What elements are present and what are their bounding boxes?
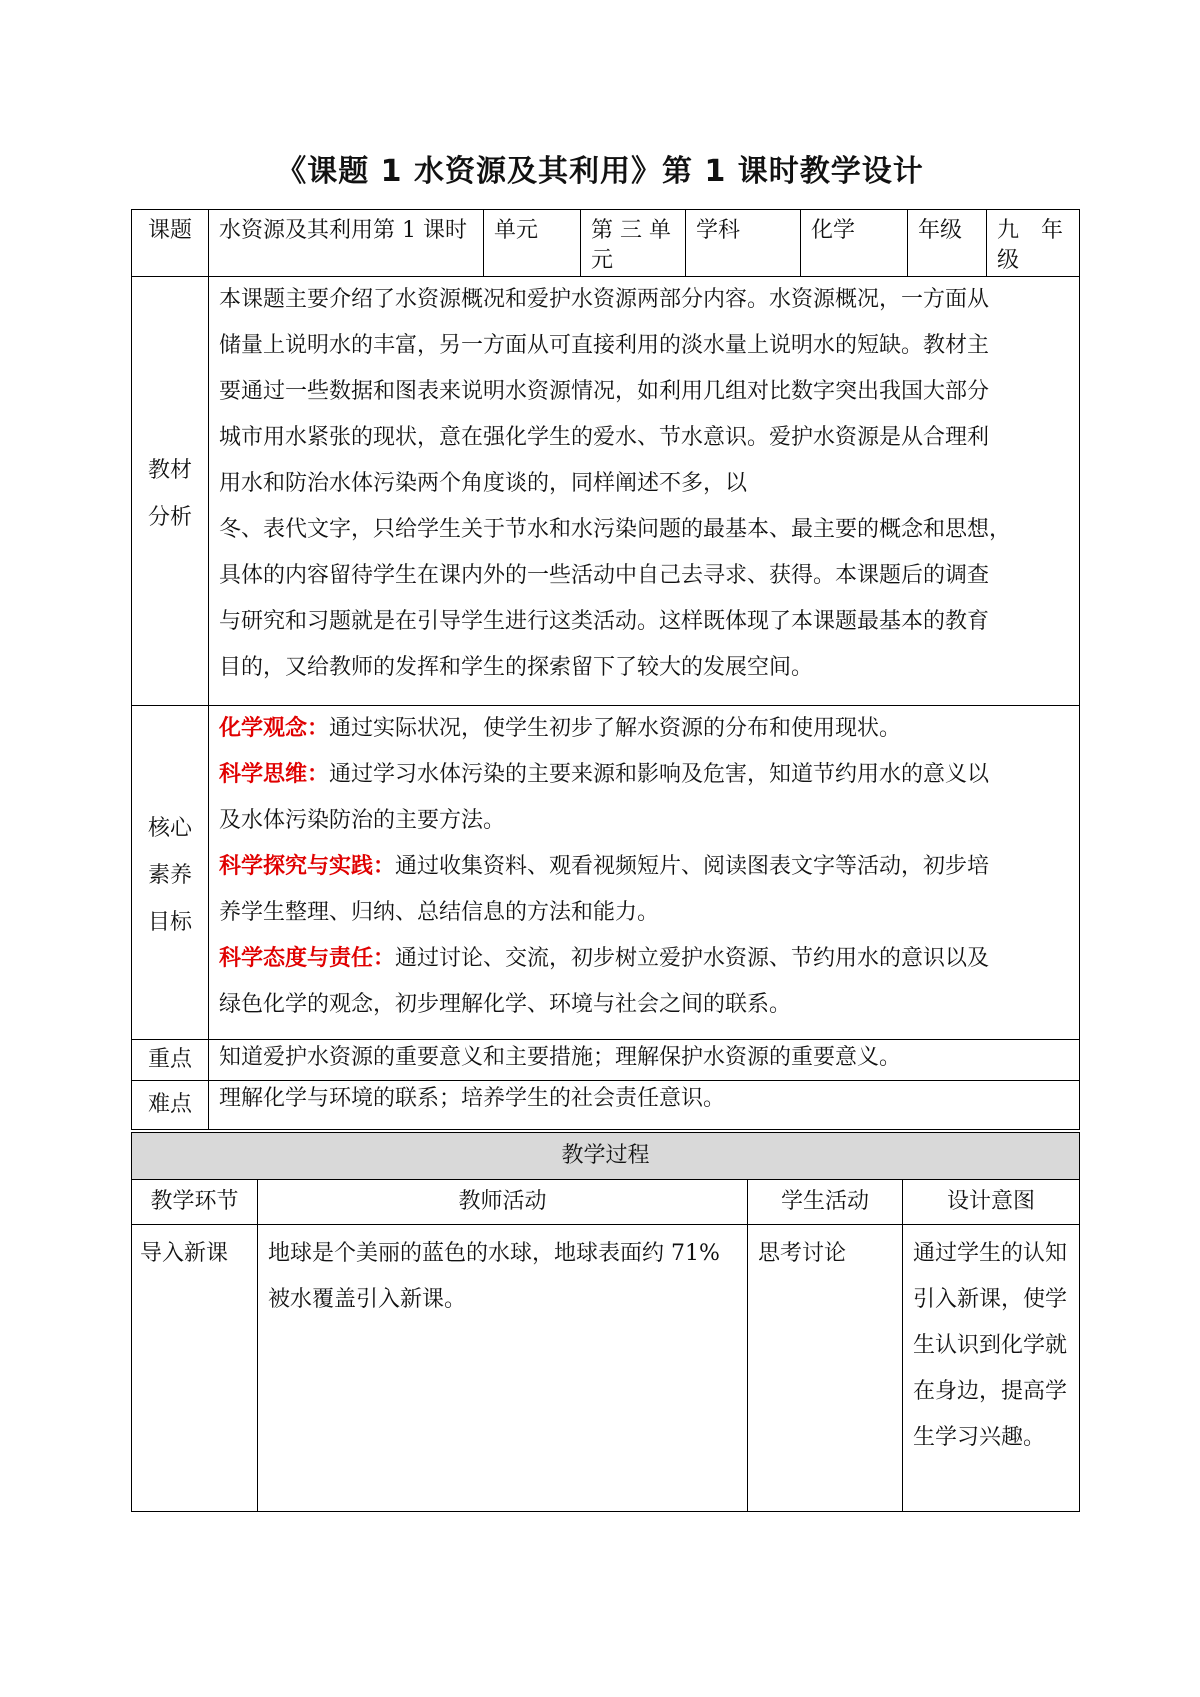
header-stage: 教学环节 [132, 1180, 258, 1225]
core-goals-row [132, 706, 1080, 1040]
core-label-line: 素养 [147, 863, 192, 888]
info-row [132, 210, 1080, 277]
analysis-line: 用水和防治水体污染两个角度谈的，同样阐述不多，以 [219, 471, 748, 496]
grade-value: 九 年级 [987, 210, 1080, 277]
goal-text: 通过学习水体污染的主要来源和影响及危害，知道节约用水的意义以 [329, 762, 990, 787]
lesson-info-table [131, 209, 1080, 1130]
topic-label: 课题 [132, 210, 209, 277]
goal-key-concept: 化学观念： [219, 716, 330, 741]
teaching-process-table [131, 1132, 1080, 1512]
core-label-line: 目标 [147, 910, 192, 935]
design-intent-cell: 通过学生的认知引入新课，使学生认识到化学就在身边，提高学生学习兴趣。 [903, 1225, 1080, 1512]
grade-label: 年级 [908, 210, 987, 277]
goal-text: 养学生整理、归纳、总结信息的方法和能力。 [219, 900, 660, 925]
core-goals-content [209, 706, 1080, 1040]
analysis-line: 本课题主要介绍了水资源概况和爱护水资源两部分内容。水资源概况，一方面从 [219, 287, 990, 312]
analysis-line: 要通过一些数据和图表来说明水资源情况，如利用几组对比数字突出我国大部分 [219, 379, 990, 404]
analysis-line: 目的，又给教师的发挥和学生的探索留下了较大的发展空间。 [219, 655, 814, 680]
difficulty-text: 理解化学与环境的联系；培养学生的社会责任意识。 [209, 1081, 1080, 1130]
core-goal-item [219, 936, 1071, 1028]
analysis-label-line: 分析 [147, 505, 192, 530]
goal-text: 通过讨论、交流，初步树立爱护水资源、节约用水的意识以及 [395, 946, 990, 971]
goal-key-thinking: 科学思维： [219, 762, 330, 787]
process-heading-row [132, 1133, 1080, 1180]
goal-key-inquiry: 科学探究与实践： [219, 854, 396, 879]
analysis-row [132, 277, 1080, 706]
core-goals-label [132, 706, 209, 1040]
header-intent: 设计意图 [903, 1180, 1080, 1225]
header-student: 学生活动 [748, 1180, 903, 1225]
analysis-content [209, 277, 1080, 706]
goal-text: 通过收集资料、观看视频短片、阅读图表文字等活动，初步培 [395, 854, 990, 879]
key-point-text: 知道爱护水资源的重要意义和主要措施；理解保护水资源的重要意义。 [209, 1040, 1080, 1081]
analysis-line: 城市用水紧张的现状，意在强化学生的爱水、节水意识。爱护水资源是从合理利 [219, 425, 990, 450]
goal-text: 及水体污染防治的主要方法。 [219, 808, 506, 833]
unit-value: 第 三 单 元 [581, 210, 686, 277]
subject-label: 学科 [686, 210, 801, 277]
topic-value: 水资源及其利用第 1 课时 [209, 210, 484, 277]
analysis-label-line: 教材 [147, 458, 192, 483]
subject-value: 化学 [801, 210, 908, 277]
key-point-label: 重点 [132, 1040, 209, 1081]
goal-text: 绿色化学的观念，初步理解化学、环境与社会之间的联系。 [219, 992, 792, 1017]
teacher-activity-cell: 地球是个美丽的蓝色的水球，地球表面约 71%被水覆盖引入新课。 [258, 1225, 748, 1512]
stage-cell: 导入新课 [132, 1225, 258, 1512]
core-label-line: 核心 [147, 816, 192, 841]
difficulty-label: 难点 [132, 1081, 209, 1130]
goal-text: 通过实际状况，使学生初步了解水资源的分布和使用现状。 [329, 716, 902, 741]
goal-key-attitude: 科学态度与责任： [219, 946, 396, 971]
process-header-row [132, 1180, 1080, 1225]
analysis-line: 与研究和习题就是在引导学生进行这类活动。这样既体现了本课题最基本的教育 [219, 609, 990, 634]
key-point-row [132, 1040, 1080, 1081]
core-goal-item [219, 844, 1071, 936]
process-row [132, 1225, 1080, 1512]
page-title: 《课题 1 水资源及其利用》第 1 课时教学设计 [276, 154, 924, 189]
unit-label: 单元 [484, 210, 581, 277]
header-teacher: 教师活动 [258, 1180, 748, 1225]
process-heading: 教学过程 [132, 1133, 1080, 1180]
analysis-line: 储量上说明水的丰富，另一方面从可直接利用的淡水量上说明水的短缺。教材主 [219, 333, 990, 358]
student-activity-cell: 思考讨论 [748, 1225, 903, 1512]
core-goal-item [219, 706, 1071, 752]
analysis-line: 冬、表代文字，只给学生关于节水和水污染问题的最基本、最主要的概念和思想， [219, 517, 1012, 542]
analysis-label [132, 277, 209, 706]
analysis-line: 具体的内容留待学生在课内外的一些活动中自己去寻求、获得。本课题后的调查 [219, 563, 990, 588]
core-goal-item [219, 752, 1071, 844]
difficulty-row [132, 1081, 1080, 1130]
analysis-paragraph [219, 277, 1071, 691]
